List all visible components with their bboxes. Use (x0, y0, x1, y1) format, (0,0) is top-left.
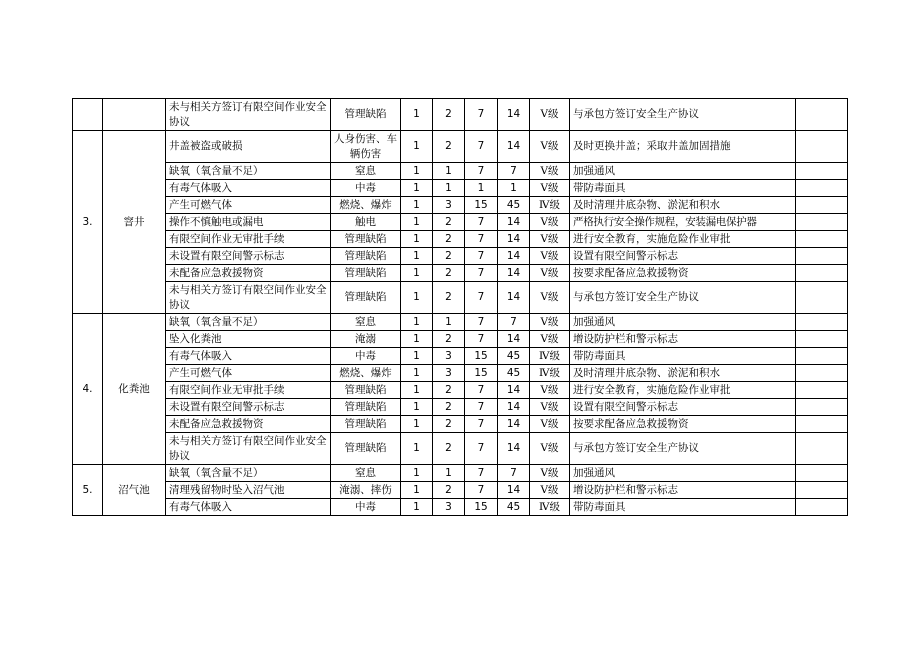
hazard-cell: 未与相关方签订有限空间作业安全协议 (166, 99, 331, 131)
likelihood-cell: 1 (401, 433, 433, 465)
risk-level-cell: Ⅳ级 (530, 197, 570, 214)
hazard-cell: 井盖被盗或破损 (166, 131, 331, 163)
hazard-cell: 操作不慎触电或漏电 (166, 214, 331, 231)
hazard-cell: 缺氧（氧含量不足） (166, 314, 331, 331)
control-measure-cell: 加强通风 (570, 465, 796, 482)
exposure-cell: 1 (433, 465, 465, 482)
place-name: 化粪池 (103, 314, 166, 465)
row-number: 4. (73, 314, 103, 465)
accident-type-cell: 窒息 (331, 163, 401, 180)
risk-score-cell: 45 (498, 348, 530, 365)
exposure-cell: 2 (433, 416, 465, 433)
likelihood-cell: 1 (401, 499, 433, 516)
risk-level-cell: Ⅴ级 (530, 331, 570, 348)
likelihood-cell: 1 (401, 180, 433, 197)
risk-level-cell: Ⅴ级 (530, 416, 570, 433)
hazard-cell: 未与相关方签订有限空间作业安全协议 (166, 282, 331, 314)
consequence-cell: 7 (465, 482, 498, 499)
table-row (73, 163, 848, 180)
control-measure-cell: 及时更换井盖；采取井盖加固措施 (570, 131, 796, 163)
exposure-cell: 3 (433, 365, 465, 382)
likelihood-cell: 1 (401, 265, 433, 282)
remark-cell (796, 433, 848, 465)
remark-cell (796, 482, 848, 499)
risk-level-cell: Ⅴ级 (530, 214, 570, 231)
hazard-cell: 缺氧（氧含量不足） (166, 465, 331, 482)
hazard-cell: 产生可燃气体 (166, 365, 331, 382)
accident-type-cell: 管理缺陷 (331, 416, 401, 433)
risk-level-cell: Ⅴ级 (530, 265, 570, 282)
risk-score-cell: 7 (498, 163, 530, 180)
accident-type-cell: 管理缺陷 (331, 399, 401, 416)
likelihood-cell: 1 (401, 282, 433, 314)
table-row (73, 248, 848, 265)
consequence-cell: 7 (465, 331, 498, 348)
consequence-cell: 7 (465, 399, 498, 416)
consequence-cell: 1 (465, 180, 498, 197)
table-row (73, 99, 848, 131)
remark-cell (796, 282, 848, 314)
table-row (73, 365, 848, 382)
accident-type-cell: 中毒 (331, 499, 401, 516)
exposure-cell: 2 (433, 265, 465, 282)
control-measure-cell: 设置有限空间警示标志 (570, 248, 796, 265)
likelihood-cell: 1 (401, 314, 433, 331)
accident-type-cell: 管理缺陷 (331, 282, 401, 314)
likelihood-cell: 1 (401, 163, 433, 180)
exposure-cell: 2 (433, 99, 465, 131)
risk-level-cell: Ⅴ级 (530, 248, 570, 265)
exposure-cell: 2 (433, 231, 465, 248)
control-measure-cell: 带防毒面具 (570, 180, 796, 197)
accident-type-cell: 管理缺陷 (331, 99, 401, 131)
consequence-cell: 7 (465, 163, 498, 180)
risk-score-cell: 14 (498, 382, 530, 399)
exposure-cell: 1 (433, 180, 465, 197)
likelihood-cell: 1 (401, 248, 433, 265)
hazard-cell: 有限空间作业无审批手续 (166, 382, 331, 399)
remark-cell (796, 348, 848, 365)
risk-level-cell: Ⅴ级 (530, 231, 570, 248)
control-measure-cell: 与承包方签订安全生产协议 (570, 99, 796, 131)
hazard-cell: 未与相关方签订有限空间作业安全协议 (166, 433, 331, 465)
remark-cell (796, 382, 848, 399)
accident-type-cell: 淹溺、摔伤 (331, 482, 401, 499)
likelihood-cell: 1 (401, 214, 433, 231)
risk-score-cell: 45 (498, 197, 530, 214)
exposure-cell: 2 (433, 131, 465, 163)
remark-cell (796, 365, 848, 382)
remark-cell (796, 314, 848, 331)
accident-type-cell: 管理缺陷 (331, 382, 401, 399)
exposure-cell: 2 (433, 331, 465, 348)
control-measure-cell: 增设防护栏和警示标志 (570, 331, 796, 348)
likelihood-cell: 1 (401, 99, 433, 131)
risk-level-cell: Ⅴ级 (530, 465, 570, 482)
remark-cell (796, 399, 848, 416)
consequence-cell: 15 (465, 365, 498, 382)
hazard-cell: 产生可燃气体 (166, 197, 331, 214)
table-row (73, 180, 848, 197)
risk-score-cell: 14 (498, 282, 530, 314)
risk-score-cell: 14 (498, 265, 530, 282)
remark-cell (796, 416, 848, 433)
remark-cell (796, 180, 848, 197)
remark-cell (796, 265, 848, 282)
hazard-cell: 未设置有限空间警示标志 (166, 248, 331, 265)
risk-level-cell: Ⅴ级 (530, 433, 570, 465)
risk-level-cell: Ⅳ级 (530, 348, 570, 365)
table-row (73, 382, 848, 399)
control-measure-cell: 设置有限空间警示标志 (570, 399, 796, 416)
remark-cell (796, 248, 848, 265)
remark-cell (796, 131, 848, 163)
risk-score-cell: 14 (498, 231, 530, 248)
risk-level-cell: Ⅴ级 (530, 282, 570, 314)
hazard-cell: 坠入化粪池 (166, 331, 331, 348)
likelihood-cell: 1 (401, 382, 433, 399)
row-number: 5. (73, 465, 103, 516)
consequence-cell: 15 (465, 499, 498, 516)
consequence-cell: 7 (465, 282, 498, 314)
risk-score-cell: 14 (498, 482, 530, 499)
row-number: 3. (73, 131, 103, 314)
place-name (103, 99, 166, 131)
hazard-cell: 未设置有限空间警示标志 (166, 399, 331, 416)
table-row (73, 416, 848, 433)
table-row (73, 214, 848, 231)
consequence-cell: 7 (465, 214, 498, 231)
consequence-cell: 7 (465, 131, 498, 163)
likelihood-cell: 1 (401, 348, 433, 365)
table-row (73, 348, 848, 365)
risk-level-cell: Ⅴ级 (530, 99, 570, 131)
accident-type-cell: 燃烧、爆炸 (331, 197, 401, 214)
risk-score-cell: 14 (498, 416, 530, 433)
hazard-cell: 有毒气体吸入 (166, 499, 331, 516)
remark-cell (796, 331, 848, 348)
control-measure-cell: 进行安全教育，实施危险作业审批 (570, 382, 796, 399)
exposure-cell: 3 (433, 197, 465, 214)
likelihood-cell: 1 (401, 131, 433, 163)
risk-level-cell: Ⅴ级 (530, 180, 570, 197)
likelihood-cell: 1 (401, 416, 433, 433)
table-row (73, 331, 848, 348)
control-measure-cell: 带防毒面具 (570, 499, 796, 516)
exposure-cell: 2 (433, 214, 465, 231)
risk-score-cell: 14 (498, 399, 530, 416)
control-measure-cell: 增设防护栏和警示标志 (570, 482, 796, 499)
risk-score-cell: 1 (498, 180, 530, 197)
exposure-cell: 2 (433, 433, 465, 465)
remark-cell (796, 465, 848, 482)
exposure-cell: 3 (433, 499, 465, 516)
control-measure-cell: 与承包方签订安全生产协议 (570, 433, 796, 465)
exposure-cell: 2 (433, 282, 465, 314)
table-row (73, 197, 848, 214)
risk-score-cell: 14 (498, 248, 530, 265)
consequence-cell: 15 (465, 197, 498, 214)
hazard-cell: 有毒气体吸入 (166, 348, 331, 365)
risk-level-cell: Ⅴ级 (530, 163, 570, 180)
consequence-cell: 7 (465, 416, 498, 433)
table-body (73, 99, 848, 516)
control-measure-cell: 按要求配备应急救援物资 (570, 265, 796, 282)
table-row (73, 265, 848, 282)
consequence-cell: 7 (465, 433, 498, 465)
risk-score-cell: 14 (498, 131, 530, 163)
risk-score-cell: 14 (498, 214, 530, 231)
likelihood-cell: 1 (401, 231, 433, 248)
accident-type-cell: 管理缺陷 (331, 433, 401, 465)
accident-type-cell: 窒息 (331, 314, 401, 331)
accident-type-cell: 管理缺陷 (331, 248, 401, 265)
table-row (73, 433, 848, 465)
remark-cell (796, 197, 848, 214)
risk-score-cell: 45 (498, 499, 530, 516)
exposure-cell: 1 (433, 163, 465, 180)
accident-type-cell: 中毒 (331, 180, 401, 197)
consequence-cell: 7 (465, 231, 498, 248)
risk-level-cell: Ⅳ级 (530, 365, 570, 382)
consequence-cell: 7 (465, 465, 498, 482)
table-row (73, 482, 848, 499)
accident-type-cell: 触电 (331, 214, 401, 231)
risk-level-cell: Ⅴ级 (530, 382, 570, 399)
exposure-cell: 2 (433, 248, 465, 265)
hazard-cell: 未配备应急救援物资 (166, 416, 331, 433)
risk-score-cell: 7 (498, 465, 530, 482)
remark-cell (796, 231, 848, 248)
consequence-cell: 7 (465, 248, 498, 265)
likelihood-cell: 1 (401, 331, 433, 348)
likelihood-cell: 1 (401, 365, 433, 382)
row-number (73, 99, 103, 131)
risk-level-cell: Ⅴ级 (530, 399, 570, 416)
table-row (73, 399, 848, 416)
control-measure-cell: 进行安全教育，实施危险作业审批 (570, 231, 796, 248)
hazard-cell: 缺氧（氧含量不足） (166, 163, 331, 180)
risk-level-cell: Ⅴ级 (530, 131, 570, 163)
likelihood-cell: 1 (401, 197, 433, 214)
exposure-cell: 1 (433, 314, 465, 331)
place-name: 窨井 (103, 131, 166, 314)
accident-type-cell: 窒息 (331, 465, 401, 482)
risk-score-cell: 14 (498, 433, 530, 465)
accident-type-cell: 管理缺陷 (331, 265, 401, 282)
table-row (73, 282, 848, 314)
risk-level-cell: Ⅴ级 (530, 314, 570, 331)
table-row (73, 499, 848, 516)
likelihood-cell: 1 (401, 399, 433, 416)
control-measure-cell: 及时清理井底杂物、淤泥和积水 (570, 197, 796, 214)
remark-cell (796, 214, 848, 231)
hazard-cell: 未配备应急救援物资 (166, 265, 331, 282)
table-row (73, 131, 848, 163)
risk-assessment-table (72, 98, 848, 516)
risk-level-cell: Ⅴ级 (530, 482, 570, 499)
accident-type-cell: 淹溺 (331, 331, 401, 348)
table-row (73, 314, 848, 331)
table-row (73, 465, 848, 482)
remark-cell (796, 163, 848, 180)
exposure-cell: 2 (433, 382, 465, 399)
risk-score-cell: 7 (498, 314, 530, 331)
likelihood-cell: 1 (401, 482, 433, 499)
accident-type-cell: 中毒 (331, 348, 401, 365)
exposure-cell: 2 (433, 482, 465, 499)
likelihood-cell: 1 (401, 465, 433, 482)
remark-cell (796, 499, 848, 516)
risk-score-cell: 14 (498, 331, 530, 348)
risk-level-cell: Ⅳ级 (530, 499, 570, 516)
control-measure-cell: 按要求配备应急救援物资 (570, 416, 796, 433)
consequence-cell: 15 (465, 348, 498, 365)
control-measure-cell: 加强通风 (570, 163, 796, 180)
remark-cell (796, 99, 848, 131)
consequence-cell: 7 (465, 314, 498, 331)
exposure-cell: 3 (433, 348, 465, 365)
hazard-cell: 有限空间作业无审批手续 (166, 231, 331, 248)
risk-score-cell: 14 (498, 99, 530, 131)
place-name: 沼气池 (103, 465, 166, 516)
consequence-cell: 7 (465, 382, 498, 399)
risk-score-cell: 45 (498, 365, 530, 382)
hazard-cell: 有毒气体吸入 (166, 180, 331, 197)
accident-type-cell: 燃烧、爆炸 (331, 365, 401, 382)
control-measure-cell: 带防毒面具 (570, 348, 796, 365)
consequence-cell: 7 (465, 265, 498, 282)
accident-type-cell: 人身伤害、车辆伤害 (331, 131, 401, 163)
control-measure-cell: 与承包方签订安全生产协议 (570, 282, 796, 314)
control-measure-cell: 及时清理井底杂物、淤泥和积水 (570, 365, 796, 382)
accident-type-cell: 管理缺陷 (331, 231, 401, 248)
control-measure-cell: 严格执行安全操作规程，安装漏电保护器 (570, 214, 796, 231)
control-measure-cell: 加强通风 (570, 314, 796, 331)
consequence-cell: 7 (465, 99, 498, 131)
hazard-cell: 清理残留物时坠入沼气池 (166, 482, 331, 499)
exposure-cell: 2 (433, 399, 465, 416)
table-row (73, 231, 848, 248)
